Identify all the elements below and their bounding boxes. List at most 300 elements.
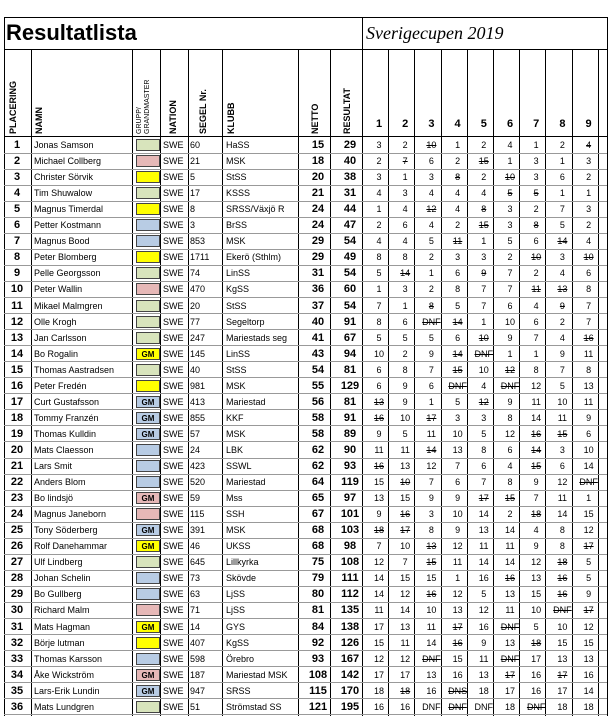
race-score-cell: 13	[504, 589, 515, 600]
grid-vline	[441, 50, 442, 716]
grid-hline	[4, 490, 607, 491]
race-score-cell: 10	[557, 396, 568, 407]
race-score-cell: 12	[452, 541, 463, 552]
race-score-cell: 4	[559, 268, 565, 279]
race-score-cell: 14	[557, 509, 568, 520]
race-score-cell: 1	[402, 300, 408, 311]
netto-cell: 93	[311, 652, 325, 665]
club-cell: Strömstad SS	[226, 701, 282, 712]
netto-cell: 18	[311, 155, 325, 168]
resultat-cell: 89	[343, 427, 357, 440]
race-score-cell: 1	[533, 140, 539, 150]
club-cell: BrSS	[226, 220, 248, 231]
table-row	[4, 619, 607, 635]
race-score-cell: 16	[478, 573, 489, 584]
race-score-cell: 4	[455, 188, 461, 199]
race-score-cell: 14	[504, 557, 515, 568]
sail-number-cell: 17	[190, 188, 201, 199]
nation-cell: SWE	[163, 428, 184, 439]
grid-vline	[362, 17, 363, 50]
race-score-cell: 12	[400, 589, 411, 600]
race-score-cell: DNF	[500, 380, 520, 391]
table-row	[4, 554, 607, 570]
table-row	[4, 635, 607, 651]
race-score-cell: 8	[376, 316, 382, 327]
race-score-cell: 8	[376, 252, 382, 263]
race-score-cell: 16	[531, 669, 542, 680]
race-score-cell: 11	[479, 653, 489, 664]
club-cell: Segeltorp	[226, 316, 265, 327]
table-row	[4, 442, 607, 458]
race-score-cell: 1	[455, 573, 461, 584]
race-score-cell: 2	[559, 316, 565, 327]
netto-cell: 84	[311, 620, 325, 633]
race-score-cell: 16	[452, 669, 463, 680]
header-nation: NATION	[168, 100, 178, 134]
race-score-cell: 2	[559, 140, 565, 150]
race-score-cell: 4	[533, 300, 539, 311]
sail-number-cell: 981	[190, 380, 206, 391]
race-score-cell: 3	[533, 156, 539, 167]
race-score-cell: 8	[428, 525, 434, 536]
grid-vline	[572, 50, 573, 716]
grid-hline	[4, 570, 607, 571]
table-row	[4, 474, 607, 490]
race-score-cell: 13	[400, 621, 411, 632]
name-cell: Olle Krogh	[34, 316, 77, 327]
table-row	[4, 346, 607, 362]
group-badge: GM	[136, 348, 160, 360]
netto-cell: 20	[311, 171, 325, 184]
nation-cell: SWE	[163, 156, 184, 167]
name-cell: Thomas Kulldin	[34, 428, 97, 439]
race-score-cell: 13	[504, 637, 515, 648]
grid-hline	[4, 249, 607, 250]
netto-cell: 68	[311, 524, 325, 537]
nation-cell: SWE	[163, 685, 184, 696]
netto-cell: 62	[311, 460, 325, 472]
race-score-cell: 2	[402, 348, 408, 359]
sail-number-cell: 5	[190, 172, 196, 183]
club-cell: HaSS	[226, 140, 250, 150]
race-score-cell: 16	[373, 701, 384, 712]
race-score-cell: 12	[583, 525, 594, 536]
race-score-cell: 15	[583, 637, 594, 648]
grid-hline	[4, 618, 607, 619]
race-score-cell: 10	[400, 412, 411, 423]
grid-vline	[493, 50, 494, 716]
netto-cell: 54	[311, 363, 325, 376]
grid-vline	[519, 50, 520, 716]
table-row	[4, 314, 607, 330]
race-score-cell: 7	[507, 284, 513, 295]
sail-number-cell: 598	[190, 653, 206, 664]
group-badge: GM	[136, 412, 160, 424]
name-cell: Börje lutman	[34, 637, 85, 648]
group-badge	[136, 187, 160, 199]
race-score-cell: DNF	[500, 653, 520, 664]
club-cell: LinSS	[226, 268, 251, 279]
resultat-cell: 91	[343, 315, 357, 328]
race-score-cell: 8	[507, 412, 513, 423]
resultat-cell: 81	[343, 395, 357, 408]
name-cell: Curt Gustafsson	[34, 396, 100, 407]
nation-cell: SWE	[163, 172, 184, 183]
race-score-cell: 3	[428, 509, 434, 520]
nation-cell: SWE	[163, 252, 184, 263]
nation-cell: SWE	[163, 557, 184, 568]
race-score-cell: 8	[402, 252, 408, 263]
race-score-cell: 11	[400, 637, 410, 648]
sail-number-cell: 115	[190, 509, 205, 520]
race-score-cell: 17	[426, 412, 437, 423]
resultat-cell: 101	[340, 508, 360, 521]
sail-number-cell: 855	[190, 412, 206, 423]
name-cell: Christer Sörvik	[34, 172, 94, 183]
netto-cell: 43	[311, 347, 325, 360]
race-score-cell: 6	[507, 300, 513, 311]
nation-cell: SWE	[163, 573, 184, 584]
race-score-cell: 17	[531, 653, 542, 664]
netto-cell: 62	[311, 443, 325, 456]
placering-cell: 35	[10, 684, 24, 697]
race-score-cell: 4	[376, 236, 382, 247]
sail-number-cell: 413	[190, 396, 206, 407]
race-score-cell: 5	[507, 236, 513, 247]
group-badge: GM	[136, 669, 160, 681]
table-row	[4, 522, 607, 538]
race-score-cell: 8	[481, 204, 487, 215]
table-row	[4, 410, 607, 426]
name-cell: Michael Collberg	[34, 156, 102, 167]
nation-cell: SWE	[163, 412, 184, 423]
netto-cell: 58	[311, 411, 325, 424]
race-score-cell: 17	[373, 669, 384, 680]
nation-cell: SWE	[163, 477, 184, 488]
race-score-cell: 14	[583, 461, 594, 471]
race-score-cell: DNF	[448, 701, 467, 712]
race-score-cell: 11	[557, 412, 568, 423]
placering-cell: 36	[10, 700, 24, 713]
race-score-cell: 9	[507, 332, 513, 343]
race-score-cell: 10	[426, 140, 437, 150]
race-score-cell: 3	[533, 172, 539, 183]
race-score-cell: 10	[452, 428, 463, 439]
grid-hline	[4, 17, 607, 18]
race-score-cell: 6	[455, 268, 461, 279]
race-score-cell: 17	[452, 621, 463, 632]
name-cell: Åke Wickström	[34, 669, 95, 680]
race-score-cell: 6	[455, 332, 461, 343]
placering-cell: 25	[10, 524, 24, 537]
nation-cell: SWE	[163, 541, 184, 552]
race-score-cell: 8	[455, 284, 461, 295]
club-cell: Mss	[226, 493, 243, 504]
resultat-cell: 103	[340, 524, 360, 537]
nation-cell: SWE	[163, 220, 184, 231]
header-resultat: RESULTAT	[342, 88, 352, 134]
group-badge	[136, 460, 160, 472]
race-score-cell: 4	[507, 461, 513, 471]
name-cell: Mats Hagman	[34, 621, 91, 632]
race-score-cell: 2	[507, 509, 513, 520]
name-cell: Mats Claesson	[34, 444, 94, 455]
grid-hline	[4, 169, 607, 170]
race-score-cell: 4	[586, 140, 592, 150]
race-score-cell: 3	[455, 252, 461, 263]
netto-cell: 92	[311, 636, 325, 649]
sail-number-cell: 73	[190, 573, 201, 584]
nation-cell: SWE	[163, 621, 184, 632]
grid-hline	[4, 522, 607, 523]
nation-cell: SWE	[163, 589, 184, 600]
race-score-cell: 17	[478, 493, 489, 504]
race-score-cell: 14	[452, 316, 463, 327]
grid-vline	[607, 50, 608, 716]
resultat-cell: 54	[343, 235, 357, 248]
sail-number-cell: 187	[190, 669, 206, 680]
cup-title: Sverigecupen 2019	[366, 23, 504, 43]
race-score-cell: DNF	[500, 621, 520, 632]
nation-cell: SWE	[163, 364, 184, 375]
placering-cell: 16	[10, 379, 24, 392]
race-score-cell: 16	[557, 573, 568, 584]
header-namn: NAMN	[34, 107, 44, 134]
race-score-cell: 5	[559, 220, 565, 231]
race-score-cell: 6	[402, 316, 408, 327]
header-placering: PLACERING	[8, 80, 18, 134]
race-score-cell: 15	[426, 557, 437, 568]
group-badge	[136, 251, 160, 263]
race-score-cell: 13	[452, 605, 463, 616]
grid-hline	[4, 265, 607, 266]
club-cell: Skövde	[226, 573, 257, 584]
race-score-cell: 12	[557, 477, 568, 488]
race-score-cell: 15	[531, 461, 542, 471]
race-score-cell: 7	[533, 493, 539, 504]
race-score-cell: 2	[533, 268, 539, 279]
grid-hline	[4, 329, 607, 330]
race-score-cell: 10	[557, 621, 568, 632]
race-score-cell: DNF	[422, 653, 441, 664]
race-score-cell: 15	[478, 156, 489, 167]
race-score-cell: 1	[481, 236, 487, 247]
group-badge: GM	[136, 685, 160, 697]
club-cell: StSS	[226, 172, 247, 183]
race-score-cell: 9	[376, 509, 382, 520]
sail-number-cell: 520	[190, 477, 206, 488]
grid-hline	[4, 666, 607, 667]
netto-cell: 75	[311, 556, 325, 569]
resultat-cell: 91	[343, 411, 357, 424]
sail-number-cell: 3	[190, 220, 196, 231]
race-score-cell: 1	[428, 396, 434, 407]
race-score-cell: 17	[504, 669, 515, 680]
race-score-cell: 5	[376, 268, 382, 279]
grid-hline	[4, 554, 607, 555]
race-score-cell: DNF	[474, 348, 494, 359]
race-score-cell: 9	[559, 300, 565, 311]
placering-cell: 21	[10, 460, 24, 472]
race-score-cell: 6	[376, 364, 382, 375]
race-score-cell: 15	[504, 493, 515, 504]
netto-cell: 68	[311, 540, 325, 553]
race-score-cell: 14	[504, 525, 515, 536]
race-score-cell: 11	[479, 541, 489, 552]
placering-cell: 10	[10, 283, 24, 296]
netto-cell: 41	[311, 331, 325, 344]
group-badge	[136, 300, 160, 312]
resultat-cell: 94	[343, 347, 357, 360]
race-header-3: 3	[428, 118, 435, 130]
sail-number-cell: 51	[190, 701, 201, 712]
race-score-cell: 9	[586, 412, 592, 423]
race-score-cell: 12	[373, 557, 384, 568]
sail-number-cell: 247	[190, 332, 206, 343]
nation-cell: SWE	[163, 637, 184, 648]
club-cell: SSH	[226, 509, 245, 520]
race-score-cell: 9	[481, 268, 487, 279]
resultat-cell: 170	[340, 684, 360, 697]
name-cell: Bo Gullberg	[34, 589, 82, 600]
race-score-cell: 2	[455, 220, 461, 231]
grid-vline	[545, 50, 546, 716]
club-cell: SRSS/Växjö R	[226, 204, 285, 215]
race-score-cell: 1	[586, 493, 592, 504]
race-score-cell: 9	[559, 348, 565, 359]
netto-cell: 81	[311, 604, 325, 617]
table-row	[4, 394, 607, 410]
nation-cell: SWE	[163, 525, 184, 536]
sail-number-cell: 40	[190, 364, 201, 375]
race-score-cell: 9	[533, 477, 539, 488]
race-score-cell: 3	[481, 252, 487, 263]
placering-cell: 1	[13, 139, 21, 151]
grid-hline	[4, 153, 607, 154]
name-cell: Mats Lundgren	[34, 701, 95, 712]
race-score-cell: 8	[586, 364, 592, 375]
placering-cell: 5	[13, 203, 21, 216]
race-score-cell: 11	[531, 396, 541, 407]
table-row	[4, 281, 607, 297]
resultat-cell: 119	[341, 476, 359, 489]
grid-vline	[222, 50, 223, 716]
race-score-cell: 15	[400, 573, 411, 584]
race-score-cell: 1	[507, 348, 513, 359]
race-header-6: 6	[506, 118, 514, 130]
race-score-cell: 9	[586, 589, 592, 600]
race-score-cell: 5	[428, 332, 434, 343]
nation-cell: SWE	[163, 300, 184, 311]
race-score-cell: 8	[402, 364, 408, 375]
race-score-cell: 16	[373, 461, 384, 471]
group-badge	[136, 203, 160, 215]
race-score-cell: 13	[557, 653, 568, 664]
netto-cell: 37	[311, 299, 325, 312]
nation-cell: SWE	[163, 268, 184, 279]
race-score-cell: 2	[481, 140, 487, 150]
race-score-cell: 6	[559, 461, 565, 471]
race-score-cell: 2	[428, 252, 434, 263]
race-score-cell: 17	[400, 525, 411, 536]
race-score-cell: 12	[478, 396, 489, 407]
netto-cell: 40	[311, 315, 325, 328]
race-score-cell: 15	[373, 637, 384, 648]
race-score-cell: 1	[507, 156, 513, 167]
race-score-cell: DNF	[474, 701, 494, 712]
race-score-cell: 7	[428, 477, 434, 488]
club-cell: Ekerö (Sthlm)	[226, 252, 282, 263]
race-score-cell: 15	[531, 589, 542, 600]
placering-cell: 33	[10, 652, 24, 665]
placering-cell: 26	[10, 540, 24, 553]
race-score-cell: 18	[373, 525, 384, 536]
race-score-cell: 7	[481, 300, 487, 311]
table-row	[4, 137, 607, 153]
race-score-cell: 3	[402, 284, 408, 295]
sail-number-cell: 74	[190, 268, 201, 279]
race-score-cell: 4	[455, 204, 461, 215]
grid-hline	[4, 425, 607, 426]
placering-cell: 34	[10, 668, 24, 681]
club-cell: Lillkyrka	[226, 557, 259, 568]
nation-cell: SWE	[163, 669, 184, 680]
race-score-cell: 5	[481, 589, 487, 600]
table-row	[4, 651, 607, 667]
race-score-cell: 10	[452, 509, 463, 520]
race-score-cell: 3	[428, 172, 434, 183]
grid-hline	[4, 345, 607, 346]
resultat-cell: 135	[340, 604, 360, 617]
name-cell: Peter Wallin	[34, 284, 83, 295]
race-score-cell: DNF	[579, 477, 598, 488]
race-score-cell: 16	[400, 701, 411, 712]
name-cell: Tim Shuwalow	[34, 188, 93, 199]
grid-hline	[4, 698, 607, 699]
group-badge	[136, 508, 160, 520]
race-score-cell: 4	[533, 525, 539, 536]
nation-cell: SWE	[163, 348, 184, 359]
club-cell: Mariestads seg	[226, 332, 288, 343]
grid-hline	[4, 136, 607, 137]
race-score-cell: 7	[586, 316, 592, 327]
header-netto: NETTO	[310, 103, 320, 134]
race-score-cell: 13	[583, 653, 594, 664]
race-score-cell: 13	[452, 444, 463, 455]
race-score-cell: 4	[402, 204, 408, 215]
race-score-cell: 12	[426, 204, 437, 215]
race-score-cell: 2	[586, 172, 592, 183]
race-score-cell: 9	[428, 493, 434, 504]
club-cell: UKSS	[226, 541, 251, 552]
race-score-cell: 5	[376, 332, 382, 343]
netto-cell: 58	[311, 427, 325, 440]
race-score-cell: 18	[400, 685, 411, 696]
race-score-cell: 7	[376, 300, 382, 311]
race-score-cell: 2	[586, 220, 592, 231]
sail-number-cell: 853	[190, 236, 206, 247]
club-cell: MSK	[226, 380, 246, 391]
netto-cell: 67	[311, 508, 325, 521]
group-badge	[136, 267, 160, 279]
resultat-cell: 54	[343, 299, 357, 312]
name-cell: Bo lindsjö	[34, 493, 74, 504]
name-cell: Magnus Bood	[34, 236, 90, 247]
race-score-cell: 11	[452, 557, 463, 568]
race-score-cell: 15	[452, 653, 463, 664]
race-score-cell: 12	[531, 380, 542, 391]
nation-cell: SWE	[163, 316, 184, 327]
